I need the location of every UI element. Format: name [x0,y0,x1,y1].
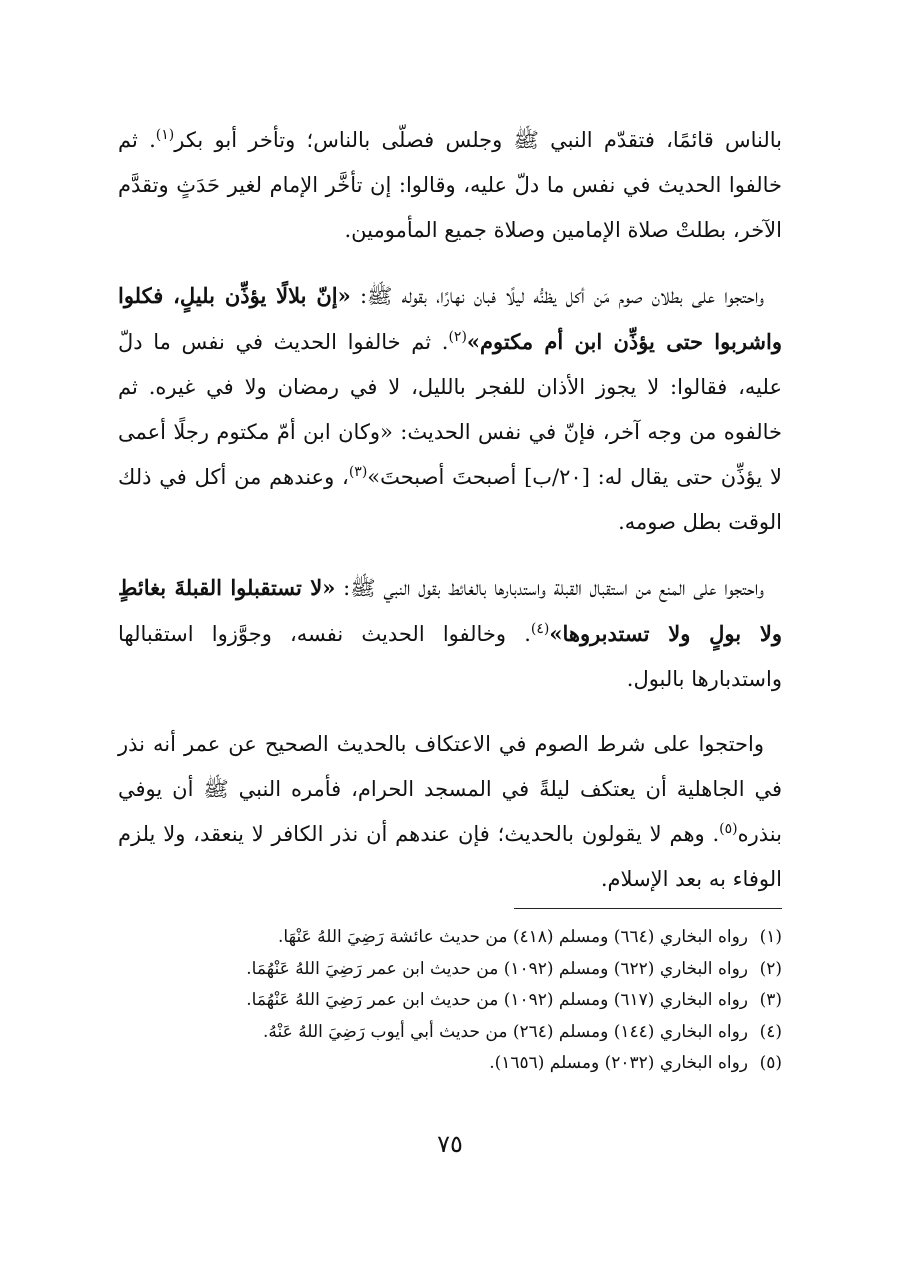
text-segment: . ثم خالفوا الحديث في نفس ما دلّ عليه، وقالوا: إن تأخَّر الإمام لغير حَدَثٍ وتقدَّم الآخر، بطلتْ صلاة الإمامين وصلاة جميع المأمومين. [118,128,782,242]
footnote-text: رواه البخاري (١٤٤) ومسلم (٢٦٤) من حديث أبي أيوب رَضِيَ اللهُ عَنْهُ. [263,1021,748,1042]
main-text [118,118,782,922]
footnote-item [118,1017,782,1049]
footnote-marker[interactable]: (٢) [448,329,467,345]
paragraph [118,273,782,545]
page-number: ٧٥ [437,1130,463,1158]
text-segment: ، وعندهم من أكل في ذلك الوقت بطل صومه. [118,465,782,534]
text-segment: . وهم لا يقولون بالحديث؛ فإن عندهم أن نذر الكافر لا ينعقد، ولا يلزم الوفاء به بعد الإسلام. [118,822,782,891]
footnote-item [118,985,782,1017]
footnote-number: (٣) [759,990,782,1010]
paragraph [118,565,782,702]
text-segment: . ثم خالفوا الحديث في نفس ما دلّ عليه، فقالوا: لا يجوز الأذان للفجر بالليل، لا في رمضان ولا في غيره. ثم خالفوه من وجه آخر، فإنّ في نفس الحديث: «وكان ابن أمّ مكتوم رجلًا أعمى لا يؤذِّن حتى يقال له: [٢٠/ب] أصبحتَ أصبحتَ» [118,330,782,489]
text-segment: . وخالفوا الحديث نفسه، وجوَّزوا استقبالها واستدبارها بالبول. [118,622,782,691]
footnote-marker[interactable]: (٣) [348,464,368,480]
paragraph [118,722,782,902]
footnote-text: رواه البخاري (٦٦٤) ومسلم (٤١٨) من حديث عائشة رَضِيَ اللهُ عَنْهَا. [278,927,748,947]
footnote-text: رواه البخاري (٦١٧) ومسلم (١٠٩٢) من حديث ابن عمر رَضِيَ اللهُ عَنْهُمَا. [246,990,748,1010]
hadith-quote: «إنّ بلالًا يؤذِّن بليلٍ، فكلوا واشربوا حتى يؤذِّن ابن أم مكتوم» [118,283,782,354]
hadith-quote: «لا تستقبلوا القبلةَ بغائطٍ ولا بولٍ ولا تستدبروها» [118,575,783,646]
footnote-marker[interactable]: (٤) [530,621,550,637]
paragraph [118,118,782,253]
footnote-item [118,922,782,954]
text-segment: واحتجوا على شرط الصوم في الاعتكاف بالحديث الصحيح عن عمر أنه نذر في الجاهلية أن يعتكف ليلةً في المسجد الحرام، فأمره النبي ﷺ أن يوفي بنذره [118,732,782,846]
footnote-number: (٤) [759,1021,782,1042]
footnote-item [118,954,782,986]
text-segment: واحتجوا على المنع من استقبال القبلة واستدبارها بالغائط بقول النبي ﷺ: [335,576,764,600]
footnote-separator [514,908,782,909]
footnote-text: رواه البخاري (٦٢٢) ومسلم (١٠٩٢) من حديث ابن عمر رَضِيَ اللهُ عَنْهُمَا. [246,958,748,979]
footnote-marker[interactable]: (١) [155,127,175,143]
text-segment: واحتجوا على بطلان صوم مَن أكل يظنُّه ليلًا فبان نهارًا، بقوله ﷺ: [350,284,764,308]
footnote-item [118,1048,782,1080]
footnote-number: (١) [759,927,782,947]
footnote-marker[interactable]: (٥) [719,821,738,837]
text-segment: بالناس قائمًا، فتقدّم النبي ﷺ وجلس فصلّى بالناس؛ وتأخر أبو بكر [174,128,783,152]
footnotes [118,922,782,1080]
footnote-text: رواه البخاري (٢٠٣٢) ومسلم (١٦٥٦). [489,1053,748,1073]
footnote-number: (٢) [759,958,782,979]
footnote-number: (٥) [759,1053,782,1073]
